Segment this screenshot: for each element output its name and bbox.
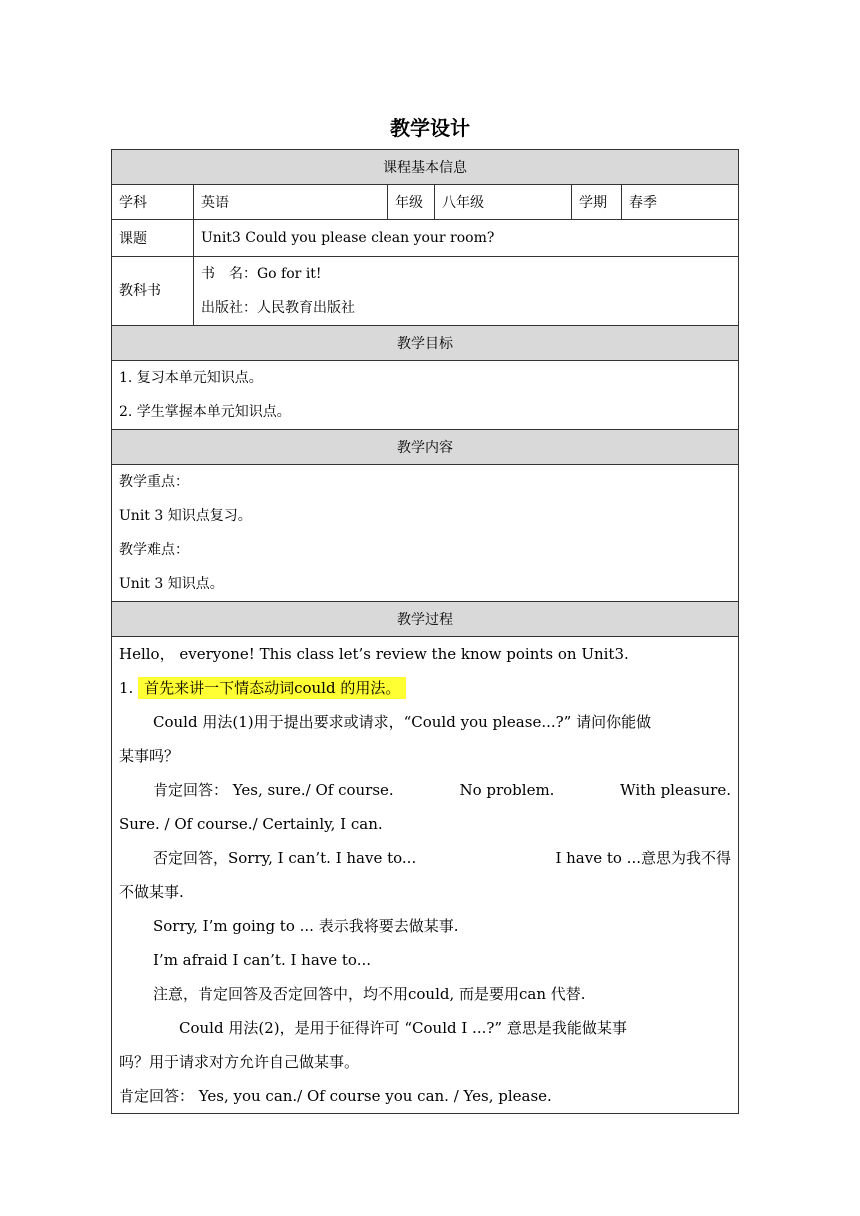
positive-answer-part: With pleasure.	[620, 781, 731, 799]
process-intro: Hello， everyone! This class let’s review the know points on Unit3.	[119, 645, 629, 663]
process-body	[112, 637, 739, 1114]
sorry-line: Sorry, I’m going to ... 表示我将要去做某事.	[153, 917, 459, 935]
content-header: 教学内容	[112, 430, 739, 465]
negative-answer-part: I have to ...意思为我不得	[555, 849, 731, 867]
objectives-header: 教学目标	[112, 326, 739, 361]
usage-2-line-a: Could 用法(2)，是用于征得许可 “Could I ...?” 意思是我能做某事	[179, 1019, 627, 1037]
objective-item: 1. 复习本单元知识点。	[119, 370, 263, 386]
key-point-label: 教学重点：	[119, 474, 189, 490]
note-line: 注意，肯定回答及否定回答中，均不用could, 而是要用can 代替.	[153, 985, 586, 1003]
content-body	[112, 465, 739, 602]
topic-label: 课题	[112, 220, 194, 257]
topic-value: Unit3 Could you please clean your room?	[194, 220, 739, 257]
subject-value: 英语	[194, 185, 388, 220]
afraid-line: I’m afraid I can’t. I have to...	[153, 951, 372, 969]
positive-answer-line-b: Sure. / Of course./ Certainly, I can.	[119, 815, 383, 833]
objectives-body	[112, 361, 739, 430]
textbook-name: 书 名：Go for it!	[201, 266, 322, 282]
positive-answer-line-a	[119, 773, 731, 807]
highlighted-heading: 首先来讲一下情态动词could 的用法。	[138, 677, 406, 699]
objective-item: 2. 学生掌握本单元知识点。	[119, 404, 291, 420]
lesson-plan-table	[111, 149, 739, 1114]
point-1-number: 1.	[119, 679, 134, 697]
basic-info-header: 课程基本信息	[112, 150, 739, 185]
positive-answer-part: No problem.	[459, 781, 555, 799]
point-1	[119, 671, 731, 705]
negative-answer-line-a	[119, 841, 731, 875]
difficulty-text: Unit 3 知识点。	[119, 576, 224, 592]
subject-label: 学科	[112, 185, 194, 220]
negative-answer-part: 否定回答，Sorry, I can’t. I have to...	[153, 849, 417, 867]
textbook-publisher: 出版社：人民教育出版社	[201, 300, 355, 316]
difficulty-label: 教学难点：	[119, 542, 189, 558]
textbook-label-text: 教科书	[119, 283, 161, 299]
positive-answer-part: 肯定回答： Yes, sure./ Of course.	[153, 781, 394, 799]
usage-1-line-a: Could 用法(1)用于提出要求或请求，“Could you please...?” 请问你能做	[153, 713, 652, 731]
page-title: 教学设计	[390, 116, 470, 140]
textbook-info	[194, 257, 739, 326]
process-header: 教学过程	[112, 602, 739, 637]
negative-answer-line-b: 不做某事.	[119, 883, 184, 901]
usage-2-line-b: 吗？用于请求对方允许自己做某事。	[119, 1053, 360, 1071]
key-point-text: Unit 3 知识点复习。	[119, 508, 252, 524]
term-value: 春季	[622, 185, 739, 220]
grade-value: 八年级	[435, 185, 572, 220]
usage-1-line-b: 某事吗？	[119, 747, 180, 765]
positive-answer-2: 肯定回答： Yes, you can./ Of course you can. / Yes, please.	[119, 1087, 552, 1105]
textbook-label	[112, 257, 194, 326]
grade-label: 年级	[388, 185, 435, 220]
term-label: 学期	[572, 185, 622, 220]
